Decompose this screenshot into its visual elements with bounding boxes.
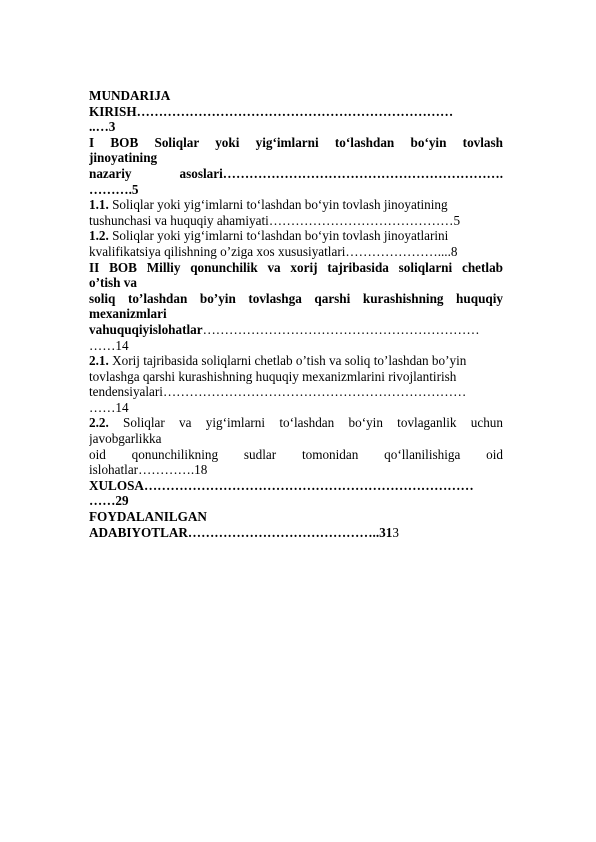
toc-entry-bob1-cont2: nazariy asoslari………………………………………………………. bbox=[89, 165, 503, 181]
toc-entry-xulosa-page: ……29 bbox=[89, 493, 129, 509]
section-number: 2.1. bbox=[89, 353, 109, 369]
toc-entry-2-2-page: islohatlar………….18 bbox=[89, 462, 208, 478]
toc-entry-kirish-page: ..…3 bbox=[89, 119, 116, 135]
toc-entry-bob1-page: ……….5 bbox=[89, 181, 139, 197]
toc-entry-2-1-page: ……14 bbox=[89, 399, 129, 415]
table-of-contents bbox=[89, 88, 503, 540]
toc-entry-2-1-cont2: tendensiyalari…………………………………………………………… bbox=[89, 384, 467, 400]
section-number: 2.2. bbox=[89, 415, 109, 431]
toc-entry-bob2: II BOB Milliy qonunchilik va xorij tajribasida soliqlarni chetlab bbox=[89, 259, 503, 275]
section-number: 1.2. bbox=[89, 228, 109, 244]
toc-entry-2-2-cont2: oid qonunchilikning sudlar tomonidan qo‘llanilishiga oid bbox=[89, 446, 503, 462]
toc-entry-bob2-cont: o’tish va bbox=[89, 275, 137, 291]
toc-entry-xulosa: XULOSA………………………………………………………………… bbox=[89, 477, 474, 493]
section-text: Soliqlar va yig‘imlarni to‘lashdan bo‘yin tovlaganlik uchun bbox=[108, 415, 503, 431]
toc-entry-bob1: I BOB Soliqlar yoki yig‘imlarni to‘lashdan bo‘yin tovlash bbox=[89, 134, 503, 150]
section-text: Xorij tajribasida soliqlarni chetlab o’tish va soliq to’lashdan bo’yin bbox=[108, 353, 467, 369]
toc-entry-1-2 bbox=[89, 228, 503, 244]
section-number: 1.1. bbox=[89, 197, 109, 213]
page-suffix: 3 bbox=[392, 524, 399, 540]
bob2-label: vahuquqiyislohatlar bbox=[89, 321, 203, 337]
leader-dots: ……………………………………………………… bbox=[202, 321, 480, 337]
toc-entry-bob2-cont2: soliq to’lashdan bo’yin tovlashga qarshi kurashishning huquqiy bbox=[89, 290, 503, 306]
adabiyot-label: ADABIYOTLAR……………………………………..31 bbox=[89, 524, 393, 540]
toc-entry-1-1 bbox=[89, 197, 503, 213]
toc-entry-bob2-page: ……14 bbox=[89, 337, 129, 353]
toc-entry-2-1 bbox=[89, 353, 503, 369]
toc-entry-adabiyot: FOYDALANILGAN bbox=[89, 509, 207, 525]
toc-entry-2-1-cont: tovlashga qarshi kurashishning huquqiy mexanizmlarini rivojlantirish bbox=[89, 368, 457, 384]
toc-entry-bob2-cont4 bbox=[89, 322, 503, 338]
toc-entry-1-1-cont: tushunchasi va huquqiy ahamiyati……………………………………5 bbox=[89, 212, 461, 228]
toc-entry-2-2-cont: javobgarlikka bbox=[89, 431, 162, 447]
toc-entry-2-2 bbox=[89, 415, 503, 431]
section-text: Soliqlar yoki yig‘imlarni to‘lashdan bo‘yin tovlash jinoyatining bbox=[108, 197, 448, 213]
toc-entry-bob2-cont3: mexanizmlari bbox=[89, 306, 167, 322]
toc-entry-1-2-cont: kvalifikatsiya qilishning o’ziga xos xususiyatlari…………………....8 bbox=[89, 243, 458, 259]
toc-entry-adabiyot-page bbox=[89, 525, 503, 541]
toc-entry-bob1-cont: jinoyatining bbox=[89, 150, 158, 166]
toc-entry-kirish: KIRISH……………………………………………………………… bbox=[89, 103, 454, 119]
section-text: Soliqlar yoki yig‘imlarni to‘lashdan bo‘yin tovlash jinoyatlarini bbox=[108, 228, 449, 244]
toc-title: MUNDARIJA bbox=[89, 88, 171, 103]
